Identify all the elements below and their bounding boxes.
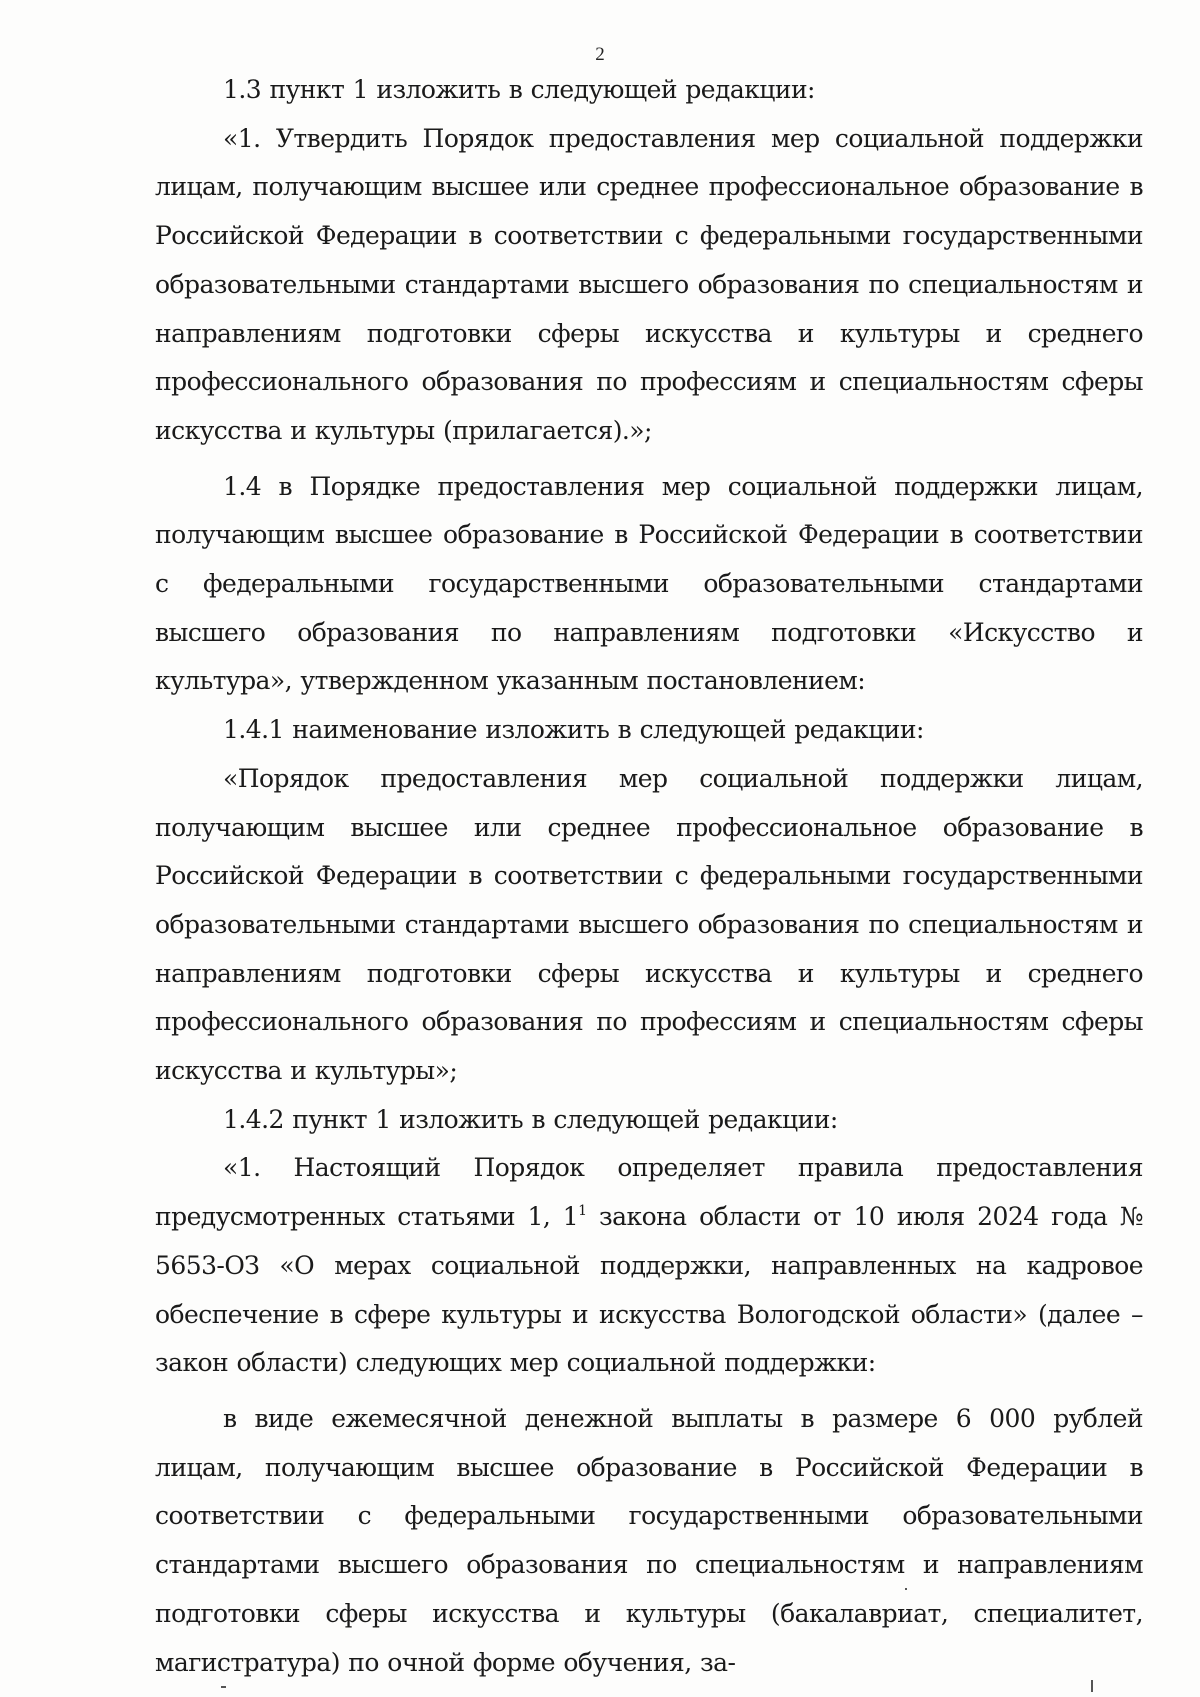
paragraph-1-3: 1.3 пункт 1 изложить в следующей редакции:	[223, 75, 815, 104]
paragraph-1-4: 1.4 в Порядке предоставления мер социальной поддержки лицам, получающим высшее образование в Российской Федерации в соответствии с федеральными государственными образовательными стандартами высшего образования по направлениям подготовки «Искусство и культура», утвержденном указанным постановлением:	[155, 471, 1143, 696]
document-body	[155, 66, 1143, 1687]
paragraph-quoted-item-1-new	[155, 1144, 1143, 1388]
paragraph-quoted-item-1: «1. Утвердить Порядок предоставления мер социальной поддержки лицам, получающим высшее или среднее профессиональное образование в Российской Федерации в соответствии с федеральными государственными образовательными стандартами высшего образования по специальностям и направлениям подготовки сферы искусства и культуры и среднего профессионального образования по профессиям и специальностям сферы искусства и культуры (прилагается).»;	[155, 123, 1143, 445]
paragraph-monthly-payment: в виде ежемесячной денежной выплаты в размере 6 000 рублей лицам, получающим высшее образование в Российской Федерации в соответствии с федеральными государственными образовательными стандартами высшего образования по специальностям и направлениям подготовки сферы искусства и культуры (бакалавриат, специалитет, магистратура) по очной форме обучения, за-	[155, 1403, 1143, 1677]
paragraph-quoted-title: «Порядок предоставления мер социальной поддержки лицам, получающим высшее или среднее профессиональное образование в Российской Федерации в соответствии с федеральными государственными образовательными стандартами высшего образования по специальностям и направлениям подготовки сферы искусства и культуры и среднего профессионального образования по профессиям и специальностям сферы искусства и культуры»;	[155, 763, 1143, 1086]
paragraph-1-4-1: 1.4.1 наименование изложить в следующей редакции:	[223, 715, 924, 745]
scan-speck	[1091, 1680, 1093, 1692]
paragraph-text-part: «1. Настоящий Порядок определяет правила предоставления предусмотренных статьями 1, 1	[155, 1153, 1143, 1232]
page-number: 2	[595, 44, 605, 65]
paragraph-text-part: закона области от 10 июля 2024 года № 5653-ОЗ «О мерах социальной поддержки, направленных на кадровое обеспечение в сфере культуры и искусства Вологодской области» (далее – закон области) следующих мер социальной поддержки:	[155, 1202, 1143, 1378]
scan-speck	[905, 1588, 907, 1590]
paragraph-1-4-2: 1.4.2 пункт 1 изложить в следующей редакции:	[223, 1104, 838, 1134]
superscript-marker: 1	[578, 1203, 587, 1220]
scan-speck	[221, 1686, 226, 1688]
